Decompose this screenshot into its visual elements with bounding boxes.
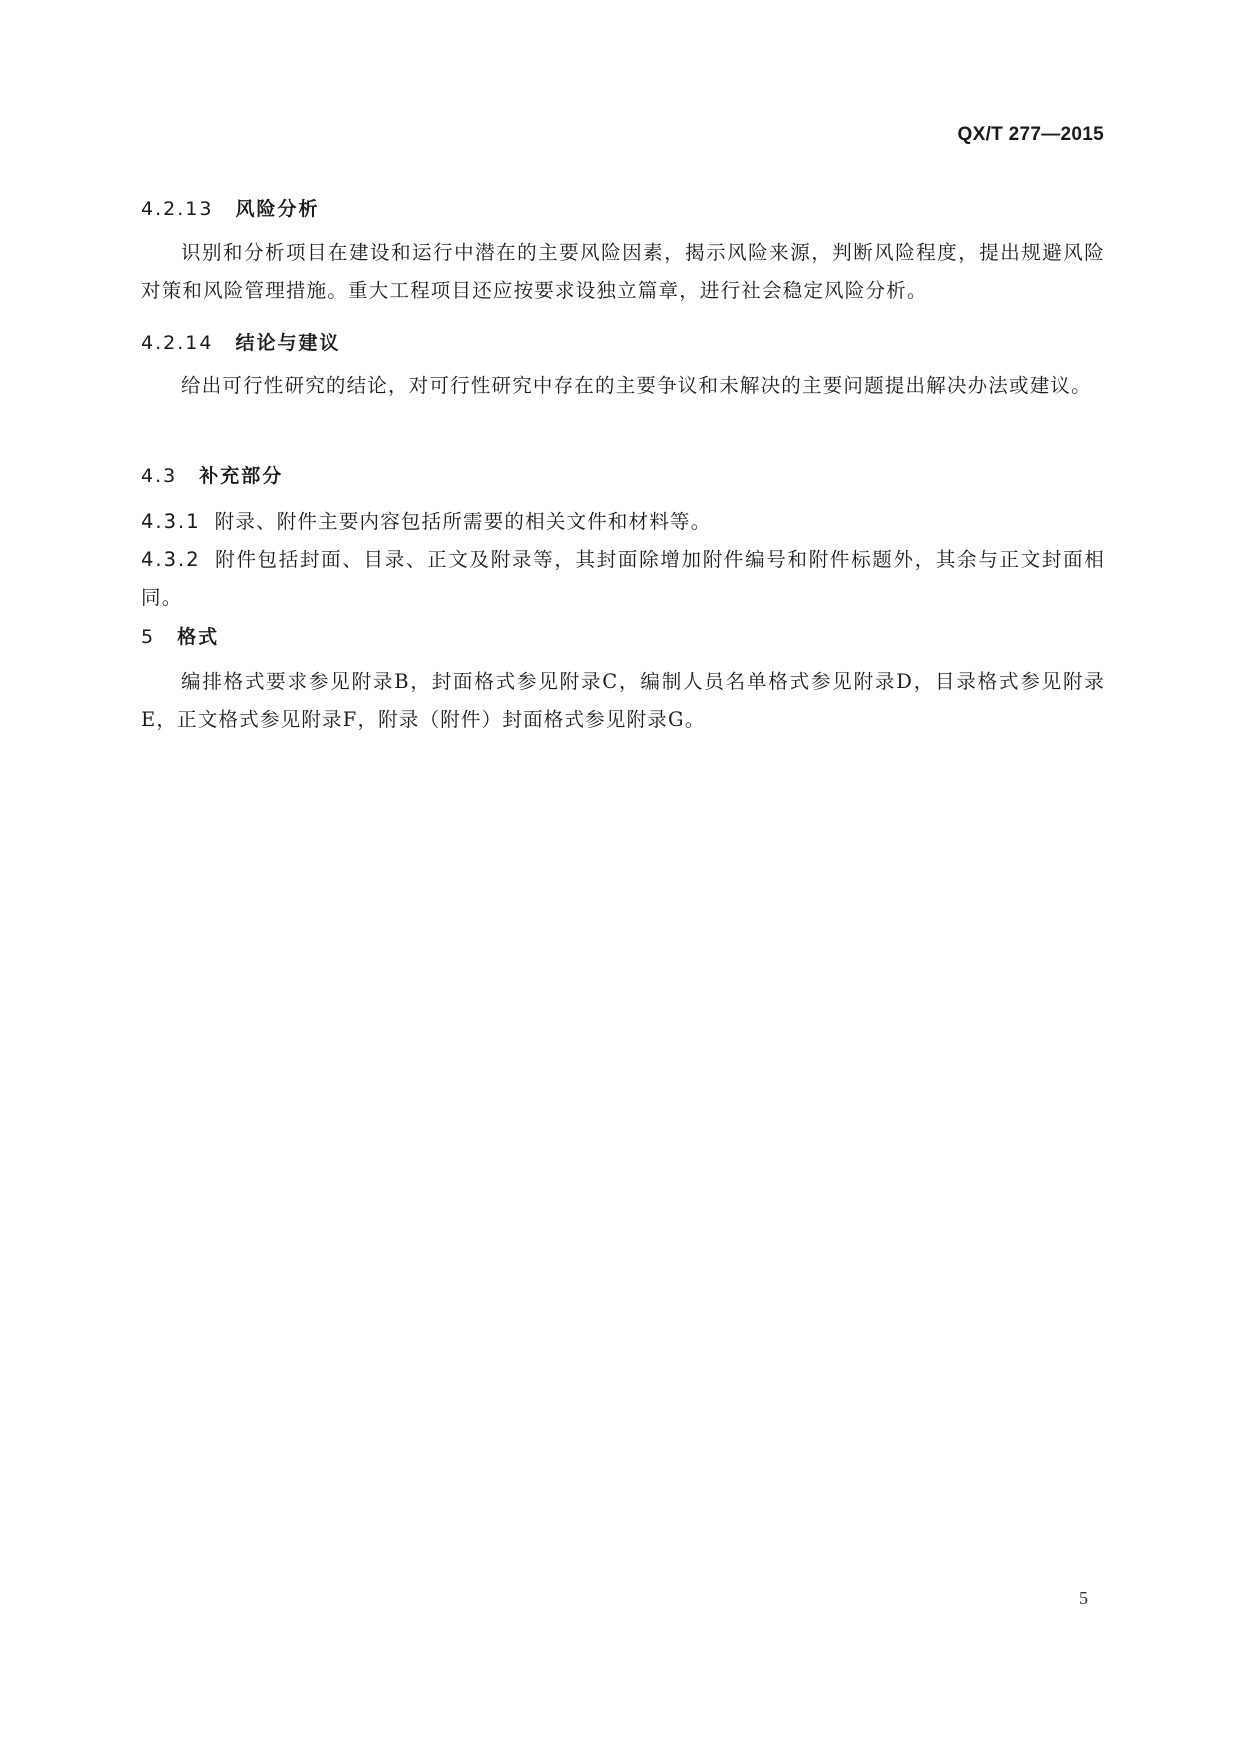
clause-4-3-2 [141, 541, 1105, 617]
standard-code: QX/T 277—2015 [957, 124, 1104, 145]
clause-text: 附录、附件主要内容包括所需要的相关文件和材料等。 [214, 510, 712, 533]
section-title: 结论与建议 [235, 332, 341, 354]
clause-number: 4.3.1 [141, 510, 201, 533]
section-body-5: 编排格式要求参见附录B，封面格式参见附录C，编制人员名单格式参见附录D，目录格式参见附录E，正文格式参见附录F，附录（附件）封面格式参见附录G。 [141, 670, 1105, 731]
section-number: 5 [141, 626, 156, 648]
section-heading-5 [141, 624, 219, 650]
clause-number: 4.3.2 [141, 548, 201, 571]
section-number: 4.2.13 [141, 198, 214, 220]
section-title: 补充部分 [199, 465, 284, 487]
section-heading-4-2-13 [141, 196, 319, 222]
section-title: 格式 [177, 626, 220, 648]
section-number: 4.3 [141, 465, 178, 487]
section-title: 风险分析 [235, 198, 320, 220]
section-body-4-2-14: 给出可行性研究的结论，对可行性研究中存在的主要争议和未解决的主要问题提出解决办法或建议。 [181, 374, 1092, 397]
section-heading-4-3 [141, 463, 283, 489]
section-heading-4-2-14 [141, 330, 340, 356]
clause-4-3-1 [141, 503, 1105, 541]
section-number: 4.2.14 [141, 332, 214, 354]
section-body-4-2-13: 识别和分析项目在建设和运行中潜在的主要风险因素，揭示风险来源，判断风险程度，提出规避风险对策和风险管理措施。重大工程项目还应按要求设独立篇章，进行社会稳定风险分析。 [141, 241, 1105, 302]
page-number: 5 [1079, 1588, 1088, 1608]
clause-text: 附件包括封面、目录、正文及附录等，其封面除增加附件编号和附件标题外，其余与正文封面相同。 [141, 548, 1105, 609]
